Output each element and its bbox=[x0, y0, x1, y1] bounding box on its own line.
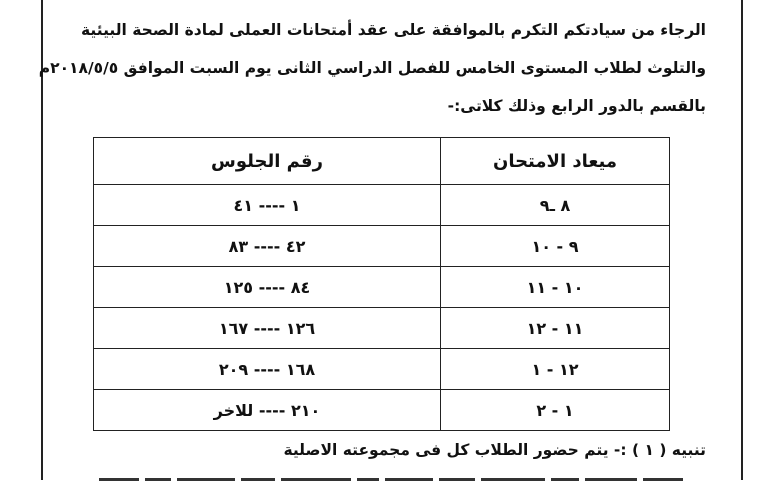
exam-schedule-table bbox=[93, 137, 670, 431]
table-row bbox=[94, 267, 670, 308]
notice-text: تنبيه ( ١ ) :- يتم حضور الطلاب كل فى مجموعته الاصلية bbox=[283, 441, 706, 459]
table-row bbox=[94, 226, 670, 267]
exam-time-cell: ١٢ - ١ bbox=[441, 349, 670, 390]
intro-line-3: بالقسم بالدور الرابع وذلك كلاتى:- bbox=[447, 97, 706, 115]
table-row bbox=[94, 390, 670, 431]
intro-line-2: والتلوث لطلاب المستوى الخامس للفصل الدراسي الثانى يوم السبت الموافق ٢٠١٨/٥/٥م bbox=[38, 59, 706, 77]
intro-line-1: الرجاء من سيادتكم التكرم بالموافقة على عقد أمتحانات العملى لمادة الصحة البيئية bbox=[81, 21, 706, 39]
table-row bbox=[94, 308, 670, 349]
header-exam-time: ميعاد الامتحان bbox=[441, 138, 670, 185]
seat-range-cell: ١ ---- ٤١ bbox=[94, 185, 441, 226]
table-header-row bbox=[94, 138, 670, 185]
seat-range-cell: ٢١٠ ---- للاخر bbox=[94, 390, 441, 431]
table-row bbox=[94, 185, 670, 226]
table-row bbox=[94, 349, 670, 390]
exam-time-cell: ٨ ـ٩ bbox=[441, 185, 670, 226]
exam-time-cell: ٩ - ١٠ bbox=[441, 226, 670, 267]
cropped-text-line bbox=[96, 470, 696, 482]
seat-range-cell: ١٦٨ ---- ٢٠٩ bbox=[94, 349, 441, 390]
seat-range-cell: ١٢٦ ---- ١٦٧ bbox=[94, 308, 441, 349]
exam-time-cell: ١ - ٢ bbox=[441, 390, 670, 431]
header-seat-number: رقم الجلوس bbox=[94, 138, 441, 185]
seat-range-cell: ٨٤ ---- ١٢٥ bbox=[94, 267, 441, 308]
seat-range-cell: ٤٢ ---- ٨٣ bbox=[94, 226, 441, 267]
exam-time-cell: ١٠ - ١١ bbox=[441, 267, 670, 308]
exam-time-cell: ١١ - ١٢ bbox=[441, 308, 670, 349]
